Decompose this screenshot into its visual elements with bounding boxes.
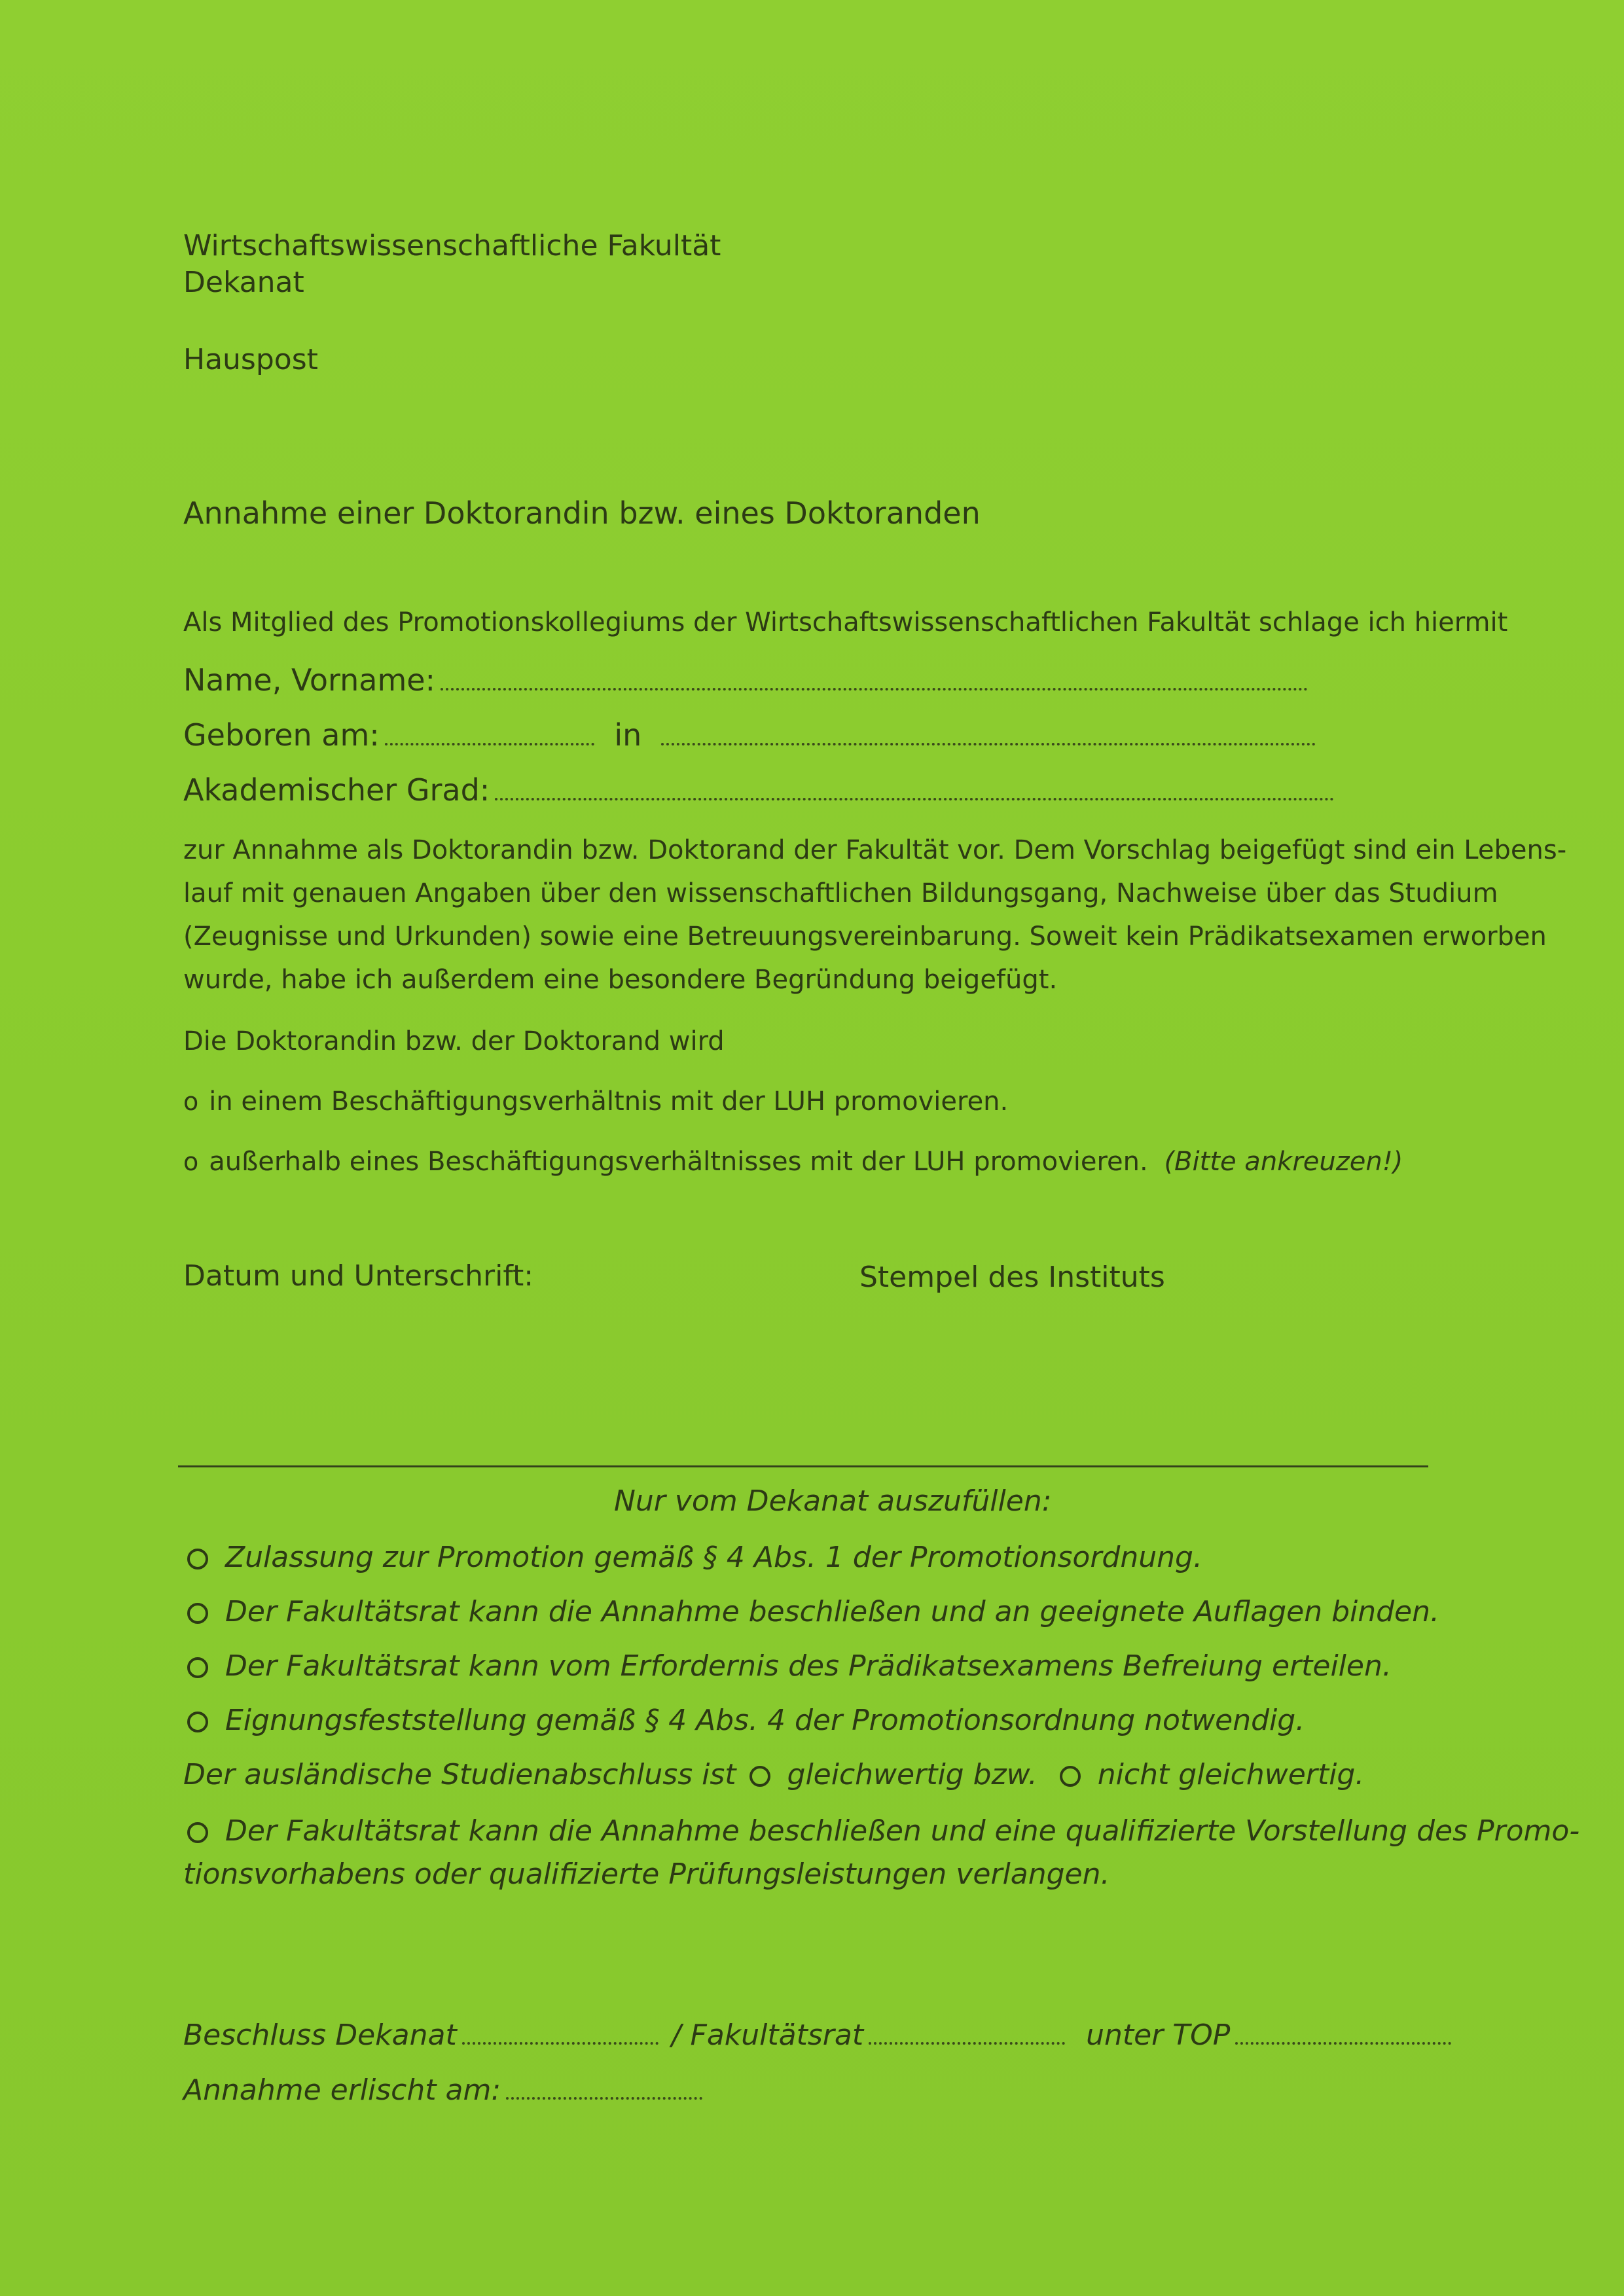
expiry-input-line[interactable] [506,2096,702,2100]
proposal-line-3: (Zeugnisse und Urkunden) sowie eine Betreuungsvereinbarung. Soweit kein Prädikatsexamen erworben [183,922,1547,952]
degree-label: Akademischer Grad: [183,772,490,808]
office-item-aptitude[interactable] [187,1704,1305,1737]
internal-mail-label: Hauspost [183,343,318,376]
date-signature-label: Datum und Unterschrift: [183,1259,534,1293]
proposal-line-4: wurde, habe ich außerdem eine besondere Begründung beigefügt. [183,965,1058,995]
intro-text: Als Mitglied des Promotionskollegiums der Wirtschaftswissenschaftlichen Fakultät schlage ich hiermit [183,607,1508,637]
name-input-line[interactable] [441,687,1308,691]
institute-stamp-label: Stempel des Instituts [859,1261,1165,1294]
expiry-label: Annahme erlischt am: [183,2073,501,2107]
name-label: Name, Vorname: [183,662,436,698]
foreign-degree-row [183,1758,1364,1791]
foreign-degree-lead: Der ausländische Studienabschluss ist [183,1758,736,1791]
birthplace-input-line[interactable] [661,742,1316,745]
employment-option-inside[interactable] [183,1086,1008,1117]
section-divider [178,1465,1428,1467]
council-input-line[interactable] [869,2041,1065,2045]
office-item-admission-label: Zulassung zur Promotion gemäß § 4 Abs. 1 der Promotionsordnung. [225,1541,1202,1574]
office-item-aptitude-label: Eignungsfeststellung gemäß § 4 Abs. 4 der Promotionsordnung notwendig. [225,1704,1305,1737]
proposal-line-1: zur Annahme als Doktorandin bzw. Doktorand der Fakultät vor. Dem Vorschlag beigefügt sind ein Lebens- [183,835,1567,865]
office-item-conditions-label: Der Fakultätsrat kann die Annahme beschließen und an geeignete Auflagen binden. [225,1595,1439,1628]
office-item-exemption-label: Der Fakultätsrat kann vom Erfordernis des Prädikatsexamens Befreiung erteilen. [225,1649,1392,1683]
council-label: / Fakultätsrat [671,2018,864,2052]
birth-date-input-line[interactable] [385,742,594,745]
degree-input-line[interactable] [495,797,1334,800]
option-circle-icon[interactable] [187,1549,208,1570]
office-only-heading: Nur vom Dekanat auszufüllen: [614,1484,1052,1518]
agenda-item-label: unter TOP [1086,2018,1231,2052]
office-item-exemption[interactable] [187,1649,1392,1683]
employment-option-outside[interactable] [183,1147,1403,1177]
office-item-presentation-line-2: tionsvorhabens oder qualifizierte Prüfungsleistungen verlangen. [183,1857,1110,1891]
option-circle-icon[interactable] [187,1603,208,1624]
birth-field-row [183,717,1316,753]
employment-option-outside-label: außerhalb eines Beschäftigungsverhältnisses mit der LUH promovieren. [209,1147,1148,1177]
not-equivalent-circle-icon[interactable] [1060,1766,1081,1787]
office-name: Dekanat [183,266,304,299]
office-item-admission[interactable] [187,1541,1202,1574]
equivalent-label: gleichwertig bzw. [787,1758,1038,1791]
checkbox-marker[interactable]: o [183,1147,199,1176]
office-item-presentation-line-1: Der Fakultätsrat kann die Annahme beschließen und eine qualifizierte Vorstellung des Promo- [225,1814,1580,1848]
employment-lead: Die Doktorandin bzw. der Doktorand wird [183,1026,725,1056]
agenda-item-input-line[interactable] [1235,2041,1451,2045]
tick-instruction: (Bitte ankreuzen!) [1164,1147,1403,1177]
birthplace-label: in [614,717,642,753]
decision-row [183,2018,1451,2052]
born-label: Geboren am: [183,717,380,753]
office-item-conditions[interactable] [187,1595,1439,1628]
employment-option-inside-label: in einem Beschäftigungsverhältnis mit der LUH promovieren. [209,1086,1009,1117]
dean-decision-label: Beschluss Dekanat [183,2018,457,2052]
equivalent-circle-icon[interactable] [749,1766,770,1787]
checkbox-marker[interactable]: o [183,1087,199,1116]
faculty-name: Wirtschaftswissenschaftliche Fakultät [183,229,721,262]
expiry-row [183,2073,702,2107]
name-field-row [183,662,1308,698]
proposal-line-2: lauf mit genauen Angaben über den wissenschaftlichen Bildungsgang, Nachweise über das Studium [183,878,1498,908]
option-circle-icon[interactable] [187,1712,208,1732]
degree-field-row [183,772,1334,808]
option-circle-icon[interactable] [187,1822,208,1843]
dean-decision-input-line[interactable] [462,2041,659,2045]
not-equivalent-label: nicht gleichwertig. [1097,1758,1365,1791]
office-item-presentation[interactable] [187,1814,1580,1848]
option-circle-icon[interactable] [187,1657,208,1678]
form-title: Annahme einer Doktorandin bzw. eines Doktoranden [183,495,981,531]
